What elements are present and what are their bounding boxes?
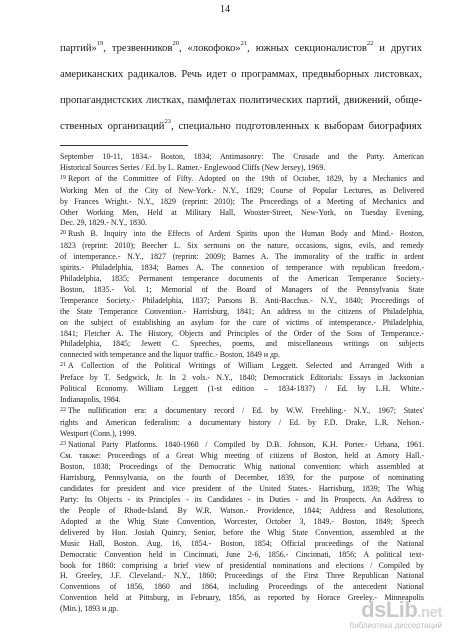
footnote-text: Party: Its Objects - its Principles - its Candidates - its Duties - and Its Prospects. An Address to bbox=[60, 495, 424, 505]
footnote-ref: 20 bbox=[172, 40, 179, 48]
body-line bbox=[60, 36, 422, 62]
footnote-line bbox=[60, 484, 424, 495]
watermark-logo bbox=[361, 597, 442, 623]
footnote-text: Convention held at Pittsburg, in February, 1856, as reported by Horace Greeley.- Minneapolis bbox=[60, 593, 424, 603]
footnote-text: H. Greeley, J.F. Cleveland.- N.Y., 1860; Proceedings of the First Three Republican National bbox=[60, 571, 424, 581]
footnote-text: Preface by T. Sedgwick, Jr. In 2 vols.- N.Y., 1840; Democratick Editorials: Essays in Jacksonian bbox=[60, 373, 424, 383]
footnote-text: The nullification era: a documentary record / Ed. by W.W. Freehling.- N.Y., 1967; States' bbox=[68, 405, 424, 415]
footnote-line bbox=[60, 473, 424, 484]
footnote-line bbox=[60, 418, 424, 429]
footnote-line bbox=[60, 384, 424, 395]
footnote-text: Westport (Conn.), 1999. bbox=[60, 428, 137, 438]
footnote-line bbox=[60, 429, 424, 440]
footnote-line bbox=[60, 152, 424, 163]
footnote-line bbox=[60, 186, 424, 197]
footnote-text: delivered by Hon. Josiah Quincy, Senior, before the Whig State Convention, assembled at the bbox=[60, 527, 424, 537]
footnote-line bbox=[60, 440, 424, 452]
footnote-line bbox=[60, 451, 424, 462]
watermark-subtitle: библиотека диссертаций bbox=[349, 621, 442, 630]
footnote-line bbox=[60, 252, 424, 263]
footnote-text: Harrisburg, Pennsylvania, on the fourth of December, 1839, for the purpose of nominating bbox=[60, 473, 424, 483]
footnote-line bbox=[60, 296, 424, 307]
footnote-line bbox=[60, 561, 424, 572]
footnote-text: Democratic Convention held in Cincinnati, June 2-6, 1856.- Cincinnati, 1856; A political text- bbox=[60, 549, 424, 559]
footnote-line bbox=[60, 174, 424, 186]
footnotes-section bbox=[60, 152, 424, 615]
text-run: ственных организаций bbox=[60, 121, 165, 132]
footnote-line bbox=[60, 218, 424, 229]
footnote-text: Boston, 1838; Proceedings of the Democratic Whig national convention: which assembled at bbox=[60, 462, 424, 472]
site-watermark bbox=[292, 597, 442, 631]
footnote-text: on the subject of establishing an asylum for the cure of victims of intemperance.- Philadelphia, bbox=[60, 317, 424, 327]
footnote-text: Philadelphia, 1845; Jewett C. Speeches, poems, and miscellaneous writings on subjects bbox=[60, 339, 424, 349]
watermark-logo-tld: .net bbox=[417, 604, 442, 621]
footnote-text: Indianapolis, 1984. bbox=[60, 394, 121, 404]
footnote-ref: 22 bbox=[366, 40, 374, 48]
footnote-text: National Party Platforms. 1840-1960 / Compiled by D.B. Johnson, K.H. Porter.- Urbana, 1961. bbox=[68, 439, 424, 449]
footnote-line bbox=[60, 339, 424, 350]
footnote-line bbox=[60, 329, 424, 340]
footnote-text: book for 1860: comprising a brief view of presidential nominations and elections / Compiled by bbox=[60, 560, 424, 570]
footnote-line bbox=[60, 506, 424, 517]
footnote-line bbox=[60, 229, 424, 241]
footnote-text: Political Economy. William Leggett (1-st edition – 1834-1837) / Ed. by L.H. White.- bbox=[60, 384, 424, 394]
footnote-ref: 21 bbox=[240, 40, 248, 48]
text-run: , трезвенников bbox=[103, 43, 173, 54]
footnote-text: 1841; Fletcher A. The History, Objects and Principles of the Order of the Sons of Temperance.- bbox=[60, 328, 424, 338]
footnote-marker: 22 bbox=[60, 406, 66, 413]
body-line bbox=[60, 114, 422, 140]
footnote-text: candidates for president and vice president of the United States.- Harrisburg, 1839; The Whig bbox=[60, 484, 424, 494]
footnote-ref: 19 bbox=[96, 40, 104, 48]
footnote-text: the People of Rhode-Island. By W.R. Watson.- Providence, 1844; Address and Resolutions, bbox=[60, 506, 424, 515]
footnote-marker: 19 bbox=[60, 174, 66, 181]
footnote-text: September 10-11, 1834.- Boston, 1834; Antimasonry: The Crusade and the Party. American bbox=[60, 152, 424, 161]
footnote-text: Working Men of the City of New-York.- N.Y., 1829; Course of Popular Lectures, as Delivered bbox=[60, 185, 424, 195]
footnote-line bbox=[60, 208, 424, 219]
footnote-line bbox=[60, 197, 424, 208]
footnote-text: См. также: Proceedings of a Great Whig meeting of citizens of Boston, held at Amory Hall.- bbox=[60, 451, 424, 461]
footnote-line bbox=[60, 241, 424, 252]
footnote-marker: 23 bbox=[60, 440, 66, 447]
text-run: , южных секционалистов bbox=[247, 43, 367, 54]
footnote-line bbox=[60, 263, 424, 274]
body-line: пропагандистских листках, памфлетах политических партий, движений, обще- bbox=[60, 95, 422, 106]
text-run: и других bbox=[373, 43, 422, 54]
footnote-text: Boston, 1835.- Vol. 1; Memorial of the Board of Managers of the Pennsylvania State bbox=[60, 284, 424, 294]
footnote-line bbox=[60, 550, 424, 561]
footnote-text: Music Hall, Boston. Aug. 16, 1854.- Boston, 1854; Official proceedings of the National bbox=[60, 538, 424, 548]
footnote-line bbox=[60, 373, 424, 384]
footnote-line bbox=[60, 406, 424, 418]
footnote-text: by Frances Wright.- N.Y., 1829 (reprint: 2010); The Proceedings of a Meeting of Mechanics and bbox=[60, 196, 424, 206]
footnote-text: Report of the Committee of Fifty. Adopted on the 19th of October, 1829, by a Mechanics and bbox=[68, 173, 424, 183]
footnote-text: Historical Sources Series / Ed. by L. Ratner.- Englewood Cliffs (New Jersey), 1969. bbox=[60, 162, 326, 172]
footnote-marker: 20 bbox=[60, 230, 66, 237]
footnote-text: rights and American federalism: a documentary history / Ed. by F.D. Drake, L.R. Nelson.- bbox=[60, 417, 424, 427]
footnote-line bbox=[60, 285, 424, 296]
footnote-line bbox=[60, 361, 424, 373]
footnote-line bbox=[60, 571, 424, 582]
footnote-line bbox=[60, 163, 424, 174]
footnote-text: Adopted at the Whig State Convention, Worcester, October 3, 1849.- Boston, 1849; Speech bbox=[60, 516, 424, 526]
footnote-text: Conventions of 1856, 1860 and 1864, including Proceedings of the antecedent National bbox=[60, 582, 424, 592]
text-run: , «локофоко» bbox=[178, 43, 241, 54]
footnote-ref: 23 bbox=[164, 118, 171, 126]
footnote-text: Dec. 29, 1829.- N.Y., 1830. bbox=[60, 218, 147, 228]
footnote-text: the State Temperance Convention.- Harrisburg, 1841; An address to the citizens of Philadelphia, bbox=[60, 306, 424, 316]
footnote-divider bbox=[60, 145, 188, 146]
footnote-line bbox=[60, 528, 424, 539]
footnote-text: Other Working Men, Held at Military Hall, Wooster-Street, New-York, on Tuesday Evening, bbox=[60, 207, 424, 217]
footnote-marker: 21 bbox=[60, 362, 66, 369]
watermark-logo-main: dsLib bbox=[361, 597, 418, 622]
footnote-line bbox=[60, 517, 424, 528]
footnote-text: Philadelphia, 1835; Permanent temperance documents of the American Temperance Society.- bbox=[60, 273, 424, 283]
footnote-line bbox=[60, 462, 424, 473]
footnote-line bbox=[60, 539, 424, 550]
footnote-line bbox=[60, 318, 424, 329]
body-text bbox=[60, 36, 422, 140]
footnote-text: (Min.), 1893 и др. bbox=[60, 604, 119, 614]
footnote-line bbox=[60, 350, 424, 361]
footnote-text: Temperance Society.- Philadelphia, 1837; Parsons B. Anti-Bacchus.- N.Y., 1840; Proceedings of bbox=[60, 295, 424, 305]
footnote-text: 1823 (reprint: 2010); Beecher L. Six sermons on the nature, occasions, signs, evils, and remedy bbox=[60, 241, 424, 251]
footnote-text: spirits.- Philadelphia, 1834; Barnes A. The connexion of temperance with republican freedom.- bbox=[60, 263, 424, 273]
footnote-line bbox=[60, 395, 424, 406]
footnote-text: A Collection of the Political Writings of William Leggett. Selected and Arranged With a bbox=[68, 361, 424, 371]
footnote-line bbox=[60, 495, 424, 506]
footnote-text: of intemperance.- N.Y., 1827 (reprint: 2009); Barnes A. The immorality of the traffic in ardent bbox=[60, 252, 424, 262]
footnote-line bbox=[60, 307, 424, 318]
text-run: , специально подготовленных к выборам биографиях bbox=[170, 121, 422, 132]
page-number: 14 bbox=[220, 4, 230, 15]
footnote-line bbox=[60, 274, 424, 285]
footnote-text: Rush B. Inquiry into the Effects of Ardent Spirits upon the Human Body and Mind.- Boston, bbox=[68, 229, 424, 239]
footnote-text: connected with temperance and the liquor traffic.- Boston, 1849 и др. bbox=[60, 350, 280, 360]
footnote-line bbox=[60, 582, 424, 593]
text-run: партий» bbox=[60, 43, 97, 54]
body-line: американских радикалов. Речь идет о программах, предвыборных листовках, bbox=[60, 69, 422, 80]
